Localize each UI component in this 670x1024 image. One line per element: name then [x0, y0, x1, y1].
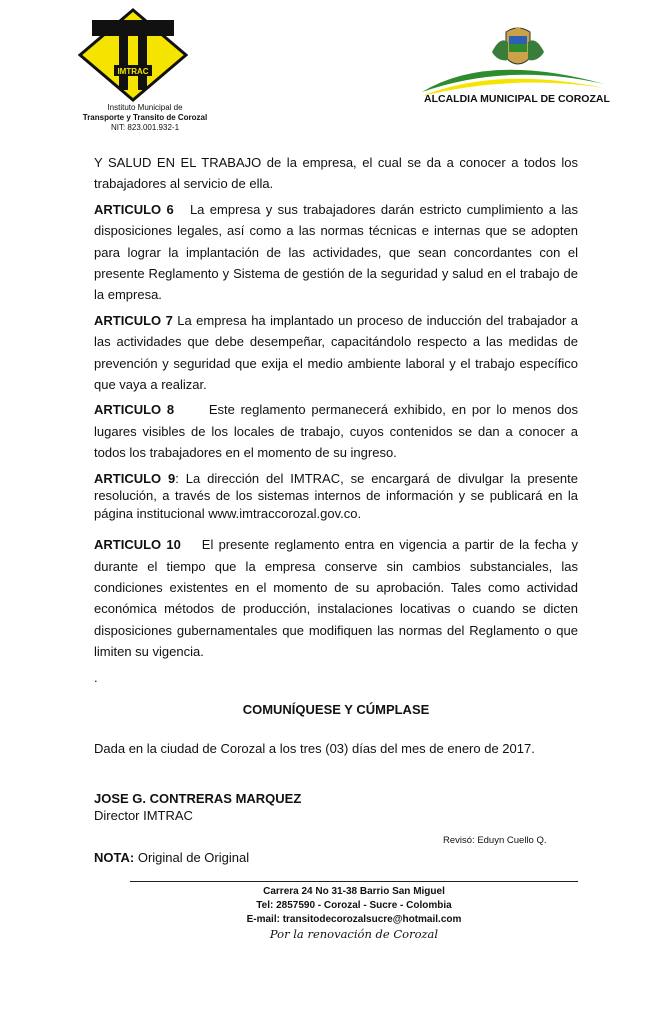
article-text: Este reglamento permanecerá exhibido, en por lo menos dos lugares visibles de los locales de trabajo, cuyos contenidos se dan a conocer a todos los trabajadores en el momento de su ingreso. — [94, 402, 579, 461]
alcaldia-logo — [418, 22, 608, 102]
article-text: La empresa ha implantado un proceso de inducción del trabajador a las actividades que debe desempeñar, capacitándolo respecto a las medidas de prevención y seguridad que exija el medio ambiente laboral y el trabajo específico que vaya a realizar. — [94, 312, 578, 393]
article-7 — [94, 310, 578, 396]
signer-role: Director IMTRAC — [94, 808, 193, 823]
footer-slogan: Por la renovación de Corozal — [269, 927, 439, 941]
article-text: La empresa y sus trabajadores darán estricto cumplimiento a las disposiciones legales, así como a las normas técnicas e internas que se adopten para lograr la implantación de las actividades, que sean concordantes con el presente Reglamento y Sistema de gestión de la seguridad y salud en el trabajo de la empresa. — [94, 201, 579, 303]
article-heading: ARTICULO 8 — [94, 402, 175, 418]
article-heading: ARTICULO 7 — [94, 312, 173, 328]
logo-lettering: IMTRAC — [117, 67, 149, 76]
date-line: Dada en la ciudad de Corozal a los tres (03) días del mes de enero de 2017. — [94, 741, 535, 757]
article-8 — [94, 399, 578, 463]
article-text: : La dirección del IMTRAC, se encargará de divulgar la presente resolución, a través de los sistemas internos de información y se publicará en la página institucional www.imtraccorozal.gov.co. — [94, 470, 579, 521]
footer — [130, 885, 578, 941]
paragraph-intro — [94, 152, 578, 195]
article-6 — [94, 199, 578, 306]
institute-line2: Transporte y Transito de Corozal — [82, 113, 208, 122]
document-body — [94, 152, 578, 759]
note-label: NOTA: — [94, 850, 135, 865]
article-10 — [94, 534, 578, 662]
article-heading: ARTICULO 6 — [94, 201, 174, 217]
institute-block — [60, 103, 230, 133]
note — [94, 850, 249, 865]
signer-name: JOSE G. CONTRERAS MARQUEZ — [94, 791, 302, 806]
note-text: Original de Original — [137, 850, 250, 865]
footer-divider — [130, 881, 578, 882]
article-9 — [94, 470, 578, 523]
signature-block — [94, 790, 301, 824]
closing-title: COMUNÍQUESE Y CÚMPLASE — [242, 701, 430, 717]
article-text: El presente reglamento entra en vigencia a partir de la fecha y durante el tiempo que la empresa conserve sin cambios substanciales, las condiciones existentes en el momento de su aprobación. Tales como actividad económica métodos de producción, instalaciones locativas o cuando se dicten disposiciones gubernamentales que modifiquen las normas del Reglamento o que limiten su vigencia. — [94, 537, 579, 660]
footer-address: Carrera 24 No 31-38 Barrio San Miguel — [263, 886, 445, 897]
footer-phone: Tel: 2857590 - Corozal - Sucre - Colombia — [256, 900, 452, 911]
article-heading: ARTICULO 10 — [94, 537, 181, 553]
institute-nit: NIT: 823.001.932-1 — [110, 123, 180, 132]
stray-dot: . — [94, 669, 98, 685]
reviewed-by: Revisó: Eduyn Cuello Q. — [443, 835, 547, 846]
paragraph-text: Y SALUD EN EL TRABAJO de la empresa, el cual se da a conocer a todos los trabajadores al servicio de ella. — [94, 155, 578, 192]
imtrac-logo — [78, 8, 188, 102]
institute-line1: Instituto Municipal de — [107, 103, 183, 112]
alcaldia-title: ALCALDIA MUNICIPAL DE COROZAL — [424, 93, 610, 105]
footer-email: E-mail: transitodecorozalsucre@hotmail.com — [246, 914, 462, 925]
article-heading: ARTICULO 9 — [94, 470, 176, 486]
